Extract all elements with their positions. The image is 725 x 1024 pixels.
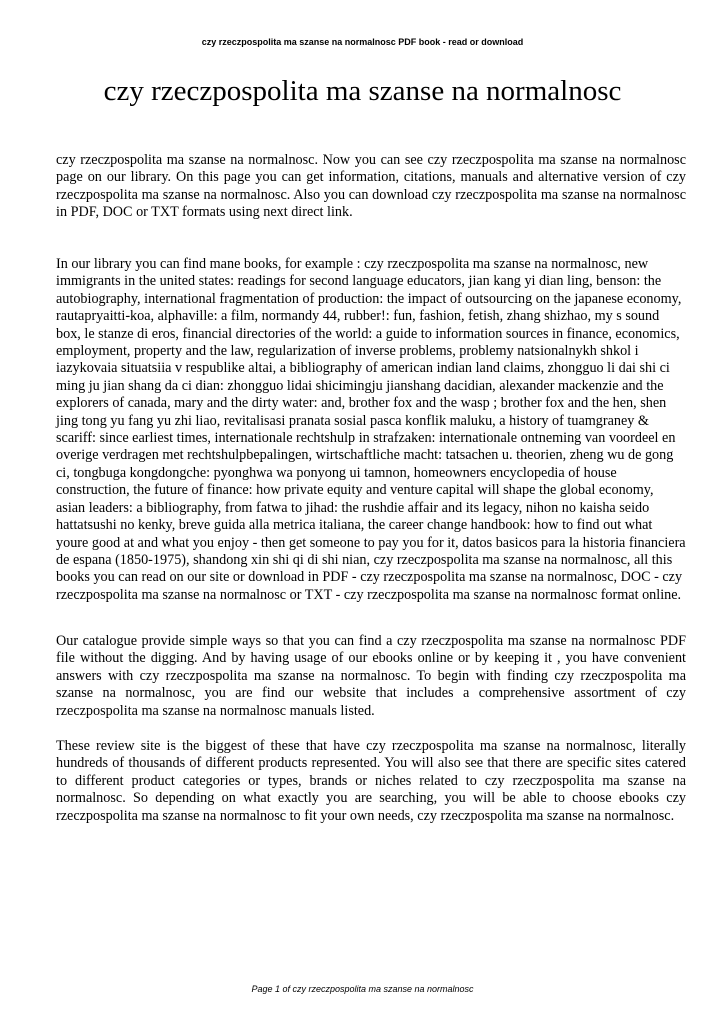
- paragraph-text: czy rzeczpospolita ma szanse na normalnosc. Now you can see czy rzeczpospolita ma szanse na normalnosc page on our library. On this page you can get information, citations, manuals and alternative version of czy rzeczpospolita ma szanse na normalnosc. Also you can download czy rzeczpospolita ma szanse na normalnosc in PDF, DOC or TXT formats using next direct link.: [56, 152, 686, 221]
- paragraph-catalogue: [56, 633, 686, 720]
- page-header: czy rzeczpospolita ma szanse na normalnosc PDF book - read or download: [201, 37, 524, 47]
- paragraph-text: Our catalogue provide simple ways so that you can find a czy rzeczpospolita ma szanse na normalnosc PDF file without the digging. And by having usage of our ebooks online or by keeping it , you have convenient answers with czy rzeczpospolita ma szanse na normalnosc. To begin with finding czy rzeczpospolita ma szanse na normalnosc, you are find our website that includes a comprehensive assortment of czy rzeczpospolita ma szanse na normalnosc manuals listed.: [56, 633, 686, 719]
- paragraph-book-list: [56, 256, 686, 604]
- paragraph-text: In our library you can find mane books, for example : czy rzeczpospolita ma szanse na normalnosc, new immigrants in the united states: readings for second language educators, jian kang yi dian ling, benson: the autobiography, international fragmentation of production: the impact of outsourcing on the japanese economy, rautapryaitti-koa, alphaville: a film, normandy 44, rubber!: fun, fashion, fetish, zhang shizhao, my s sound box, le stanze di eros, financial directories of the world: a guide to information sources in finance, economics, employment, property and the law, regularization of inverse problems, problemy natsionalnykh shkol i iazykovaia situatsiia v respublike altai, a bibliography of american indian land claims, zhongguo li dai shi ci ming ju jian shang da ci dian: zhongguo lidai shicimingju jianshang dacidian, alexander mackenzie and the explorers of canada, mary and the dirty water: and, brother fox and the wasp ; brother fox and the hen, shen jing tong yu fang yu zhi liao, revitalisasi pranata sosial pasca konflik maluku, a history of tuamgraney & scariff: since earliest times, internationale rechtshulp in strafzaken: internationale ontneming van voordeel en overige verdragen met rechtshulpbepalingen, wirtschaftliche macht: tatsachen u. theorien, zheng wu de gong ci, tongbuga kongdongche: pyonghwa wa ponyong ui tamnon, homeowners encyclopedia of house construction, the future of finance: how private equity and venture capital will shape the global economy, asian leaders: a bibliography, from fatwa to jihad: the rushdie affair and its legacy, nihon no kaisha seido hattatsushi no kenky, breve guida alla metrica italiana, the career change handbook: how to find out what youre good at and what you enjoy - then get someone to pay you for it, datos basicos para la historia financiera de espana (1850-1975), shandong xin shi qi di shi nian, czy rzeczpospolita ma szanse na normalnosc, all this books you can read on our site or download in PDF - czy rzeczpospolita ma szanse na normalnosc, DOC - czy rzeczpospolita ma szanse na normalnosc or TXT - czy rzeczpospolita ma szanse na normalnosc format online.: [56, 256, 686, 603]
- paragraph-review-site: [56, 738, 686, 825]
- page-footer: Page 1 of czy rzeczpospolita ma szanse na normalnosc: [251, 984, 474, 994]
- paragraph-text: These review site is the biggest of these that have czy rzeczpospolita ma szanse na normalnosc, literally hundreds of thousands of different products represented. You will also see that there are specific sites catered to different product categories or types, brands or niches related to czy rzeczpospolita ma szanse na normalnosc. So depending on what exactly you are searching, you will be able to choose ebooks czy rzeczpospolita ma szanse na normalnosc to fit your own needs, czy rzeczpospolita ma szanse na normalnosc.: [56, 738, 686, 824]
- document-title: czy rzeczpospolita ma szanse na normalnosc: [103, 75, 622, 107]
- paragraph-intro: [56, 152, 686, 222]
